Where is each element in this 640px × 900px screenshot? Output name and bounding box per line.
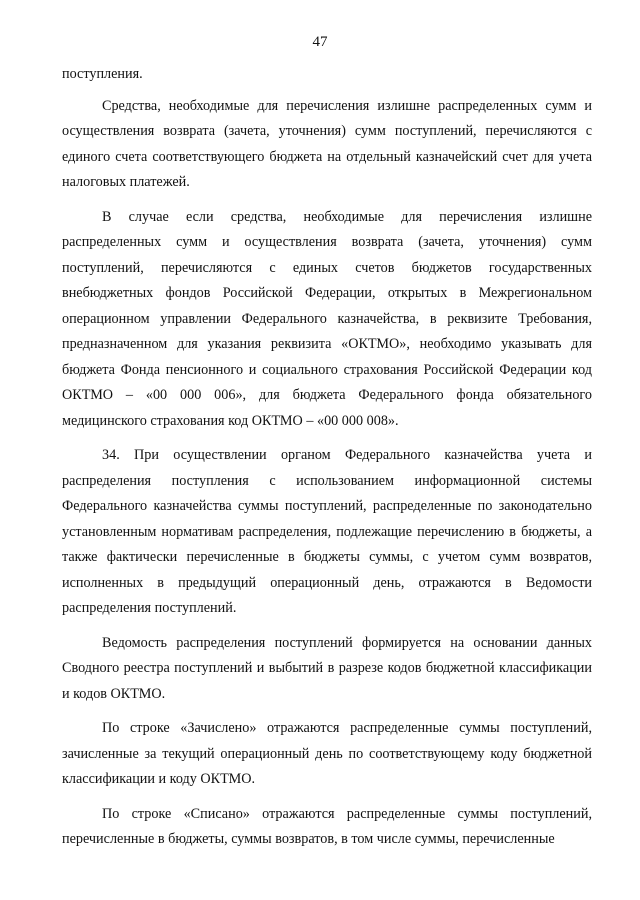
paragraph-continuation: поступления. (62, 66, 143, 82)
paragraph-credited-line: По строке «Зачислено» отражаются распределенные суммы поступлений, зачисленные за текущий операционный день по соответствующему коду бюджетной классификации и коду ОКТМО. (62, 720, 592, 787)
paragraph-oktmo-requisite: В случае если средства, необходимые для перечисления излишне распределенных сумм и осуществления возврата (зачета, уточнения) сумм поступлений, перечисляются с единых счетов бюджетов государственных внебюджетных фондов Российской Федерации, открытых в Межрегиональном операционном управлении Федерального казначейства, в реквизите Требования, предназначенном для указания реквизита «ОКТМО», необходимо указывать для бюджета Фонда пенсионного и социального страхования Российской Федерации код ОКТМО – «00 000 006», для бюджета Федерального фонда обязательного медицинского страхования код ОКТМО – «00 000 008». (62, 208, 592, 429)
paragraph-written-off-line: По строке «Списано» отражаются распределенные суммы поступлений, перечисленные в бюджеты, суммы возвратов, в том числе суммы, перечисленные (62, 805, 592, 847)
page-number: 47 (312, 34, 328, 50)
paragraph-statement-formation: Ведомость распределения поступлений формируется на основании данных Сводного реестра поступлений и выбытий в разрезе кодов бюджетной классификации и кодов ОКТМО. (62, 634, 592, 702)
document-body (62, 62, 592, 853)
paragraph-clause-34: 34. При осуществлении органом Федерального казначейства учета и распределения поступления с использованием информационной системы Федерального казначейства суммы поступлений, распределенные по законодательно установленным нормативам распределения, подлежащие перечислению в бюджеты, а также фактически перечисленные в бюджеты суммы, с учетом сумм возвратов, исполненных в предыдущий операционный день, отражаются в Ведомости распределения поступлений. (62, 447, 592, 616)
paragraph-funds-transfer: Средства, необходимые для перечисления излишне распределенных сумм и осуществления возврата (зачета, уточнения) сумм поступлений, перечисляются с единого счета соответствующего бюджета на отдельный казначейский счет для учета налоговых платежей. (62, 97, 592, 190)
